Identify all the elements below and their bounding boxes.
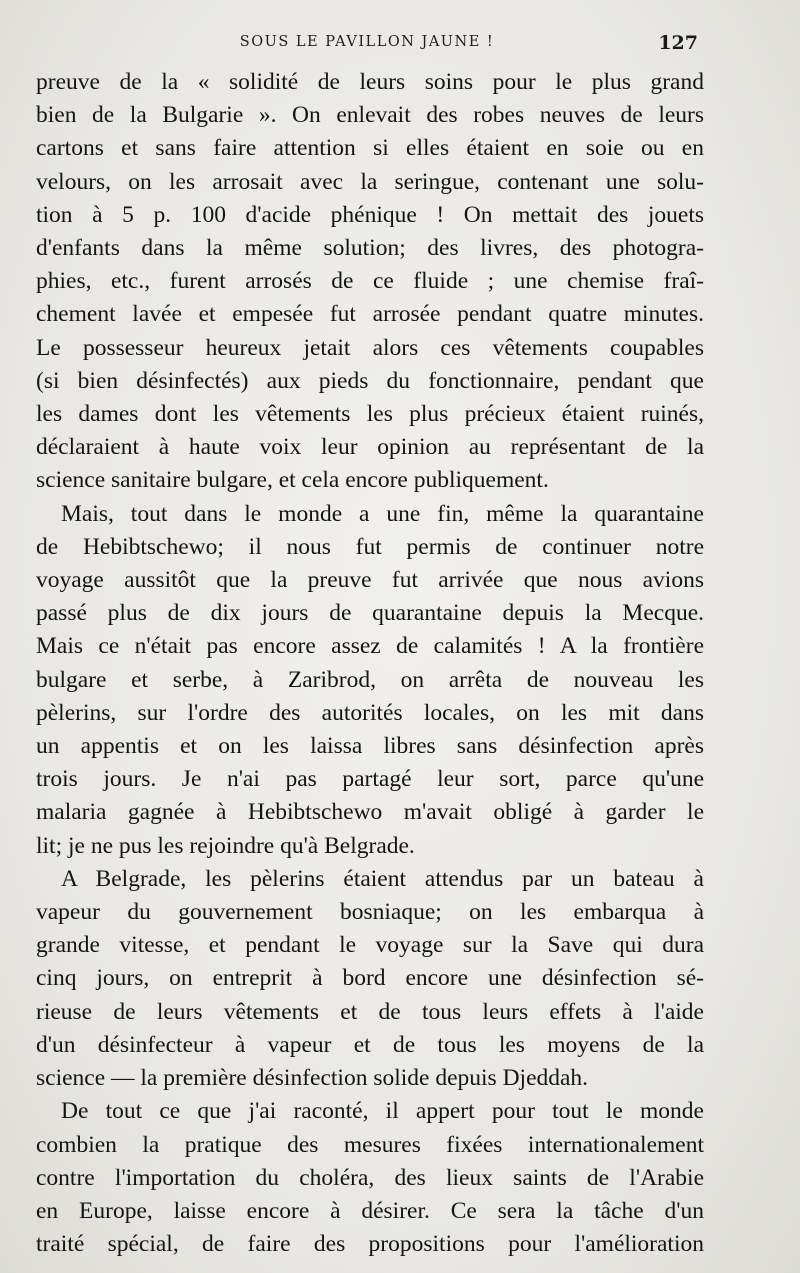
text-line: en Europe, laisse encore à désirer. Ce sera la tâche d'un [36,1197,704,1224]
text-line: cartons et sans faire attention si elles étaient en soie ou en [36,135,704,162]
text-line: cinq jours, on entreprit à bord encore une désinfection sé- [36,965,704,992]
text-line: science — la première désinfection solide depuis Djeddah. [36,1065,589,1092]
text-line: de Hebibtschewo; il nous fut permis de continuer notre [36,533,704,560]
paragraph-1 [36,66,704,498]
paragraph-4 [36,1095,704,1261]
text-line: bulgare et serbe, à Zaribrod, on arrêta de nouveau les [36,666,704,693]
text-line: grande vitesse, et pendant le voyage sur la Save qui dura [36,932,704,959]
text-line: (si bien désinfectés) aux pieds du fonctionnaire, pendant que [36,367,704,394]
text-line: velours, on les arrosait avec la seringue, contenant une solu- [36,168,704,195]
text-line: les dames dont les vêtements les plus précieux étaient ruinés, [36,401,704,428]
text-line: trois jours. Je n'ai pas partagé leur sort, parce qu'une [36,766,704,793]
page-number: 127 [658,32,698,54]
page-header [36,32,698,58]
text-line: malaria gagnée à Hebibtschewo m'avait obligé à garder le [36,799,704,826]
text-line: d'un désinfecteur à vapeur et de tous les moyens de la [36,1031,704,1058]
text-line: contre l'importation du choléra, des lieux saints de l'Arabie [36,1164,704,1191]
text-line: pèlerins, sur l'ordre des autorités locales, on les mit dans [36,699,704,726]
text-line: voyage aussitôt que la preuve fut arrivée que nous avions [36,567,704,594]
text-line: phies, etc., furent arrosés de ce fluide ; une chemise fraî- [36,268,704,295]
text-line: un appentis et on les laissa libres sans désinfection après [36,733,704,760]
text-line: bien de la Bulgarie ». On enlevait des robes neuves de leurs [36,102,704,129]
text-line: vapeur du gouvernement bosniaque; on les embarqua à [36,899,704,926]
text-line: Mais, tout dans le monde a une fin, même la quarantaine [61,500,704,527]
text-line: déclaraient à haute voix leur opinion au représentant de la [36,434,704,461]
text-line: De tout ce que j'ai raconté, il appert pour tout le monde [61,1098,704,1125]
text-line: rieuse de leurs vêtements et de tous leurs effets à l'aide [36,998,704,1025]
text-line: combien la pratique des mesures fixées internationalement [36,1131,704,1158]
text-line: preuve de la « solidité de leurs soins pour le plus grand [36,69,704,95]
text-line: lit; je ne pus les rejoindre qu'à Belgrade. [36,832,415,859]
text-line: d'enfants dans la même solution; des livres, des photogra- [36,235,704,262]
text-line: A Belgrade, les pèlerins étaient attendus par un bateau à [61,865,704,892]
text-line: Le possesseur heureux jetait alors ces vêtements coupables [36,334,704,361]
paragraph-2 [36,498,704,863]
text-line: traité spécial, de faire des propositions pour l'amélioration [36,1231,704,1258]
text-line: Mais ce n'était pas encore assez de calamités ! A la frontière [36,633,704,660]
text-line: science sanitaire bulgare, et cela encore publiquement. [36,467,549,494]
text-line: chement lavée et empesée fut arrosée pendant quatre minutes. [36,301,704,328]
body-text [36,66,704,1261]
paragraph-3 [36,863,704,1095]
text-line: passé plus de dix jours de quarantaine depuis la Mecque. [36,600,704,627]
running-title: SOUS LE PAVILLON JAUNE ! [239,34,495,50]
text-line: tion à 5 p. 100 d'acide phénique ! On mettait des jouets [36,201,704,228]
